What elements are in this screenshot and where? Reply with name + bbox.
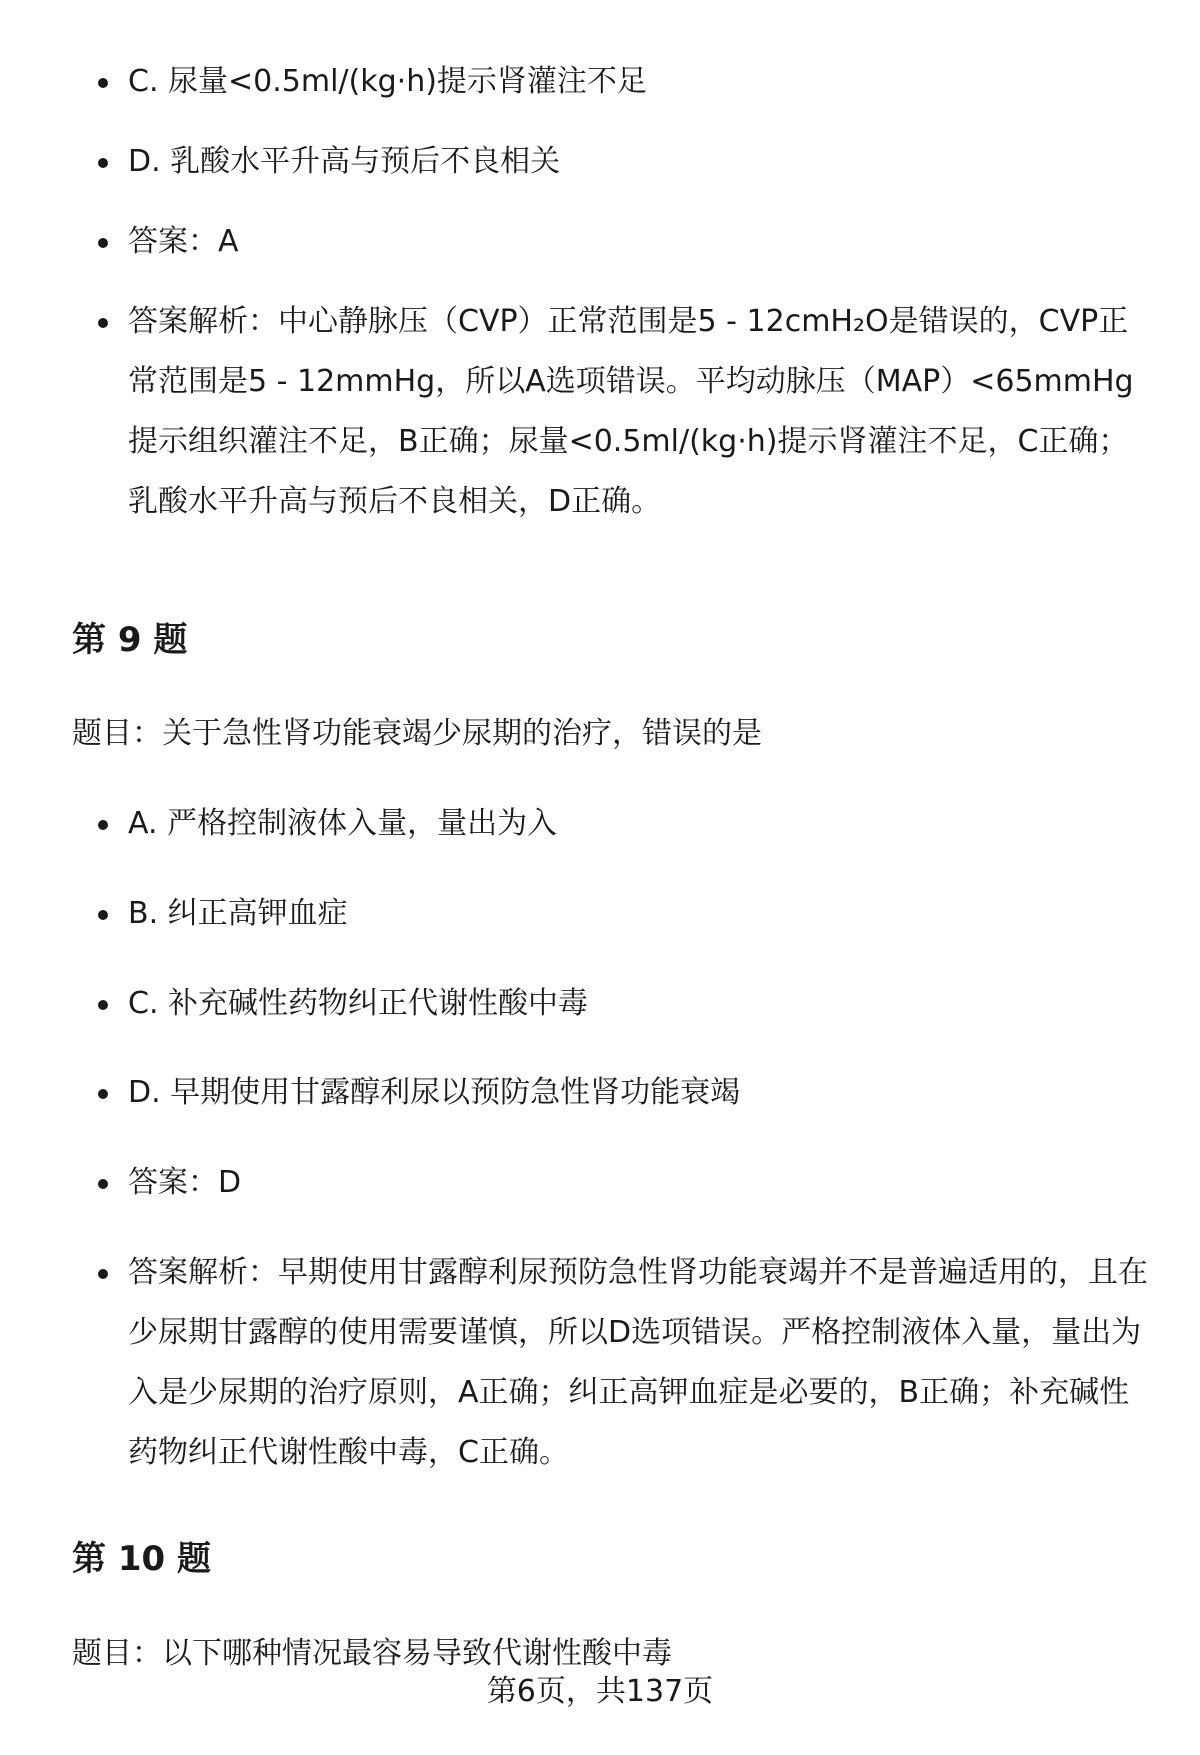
q9-option-c: C. 补充碱性药物纠正代谢性酸中毒 [128,974,1153,1034]
q9-question: 题目：关于急性肾功能衰竭少尿期的治疗，错误的是 [72,716,762,751]
q9-heading: 第 9 题 [72,620,188,660]
page-footer: 第6页，共137页 [486,1674,714,1709]
q9-explanation: 答案解析：早期使用甘露醇利尿预防急性肾功能衰竭并不是普遍适用的，且在少尿期甘露醇的使用需要谨慎，所以D选项错误。严格控制液体入量，量出为入是少尿期的治疗原则，A正确；纠正高钾血症是必要的，B正确；补充碱性药物纠正代谢性酸中毒，C正确。 [128,1243,1153,1483]
q9-option-b: B. 纠正高钾血症 [128,884,1153,944]
q10-question: 题目：以下哪种情况最容易导致代谢性酸中毒 [72,1636,672,1671]
q8-explanation: 答案解析：中心静脉压（CVP）正常范围是5 - 12cmH₂O是错误的，CVP正常范围是5 - 12mmHg，所以A选项错误。平均动脉压（MAP）<65mmHg提示组织灌注不足，B正确；尿量<0.5ml/(kg·h)提示肾灌注不足，C正确；乳酸水平升高与预后不良相关，D正确。 [128,292,1153,532]
q9-option-d: D. 早期使用甘露醇利尿以预防急性肾功能衰竭 [128,1063,1153,1123]
q9-answer: 答案：D [128,1153,1153,1213]
q8-answer: 答案：A [128,212,1153,272]
q10-heading: 第 10 题 [72,1539,211,1579]
q9-option-a: A. 严格控制液体入量，量出为入 [128,794,1153,854]
q8-option-d: D. 乳酸水平升高与预后不良相关 [128,132,1153,192]
q8-option-c: C. 尿量<0.5ml/(kg·h)提示肾灌注不足 [128,52,1153,112]
